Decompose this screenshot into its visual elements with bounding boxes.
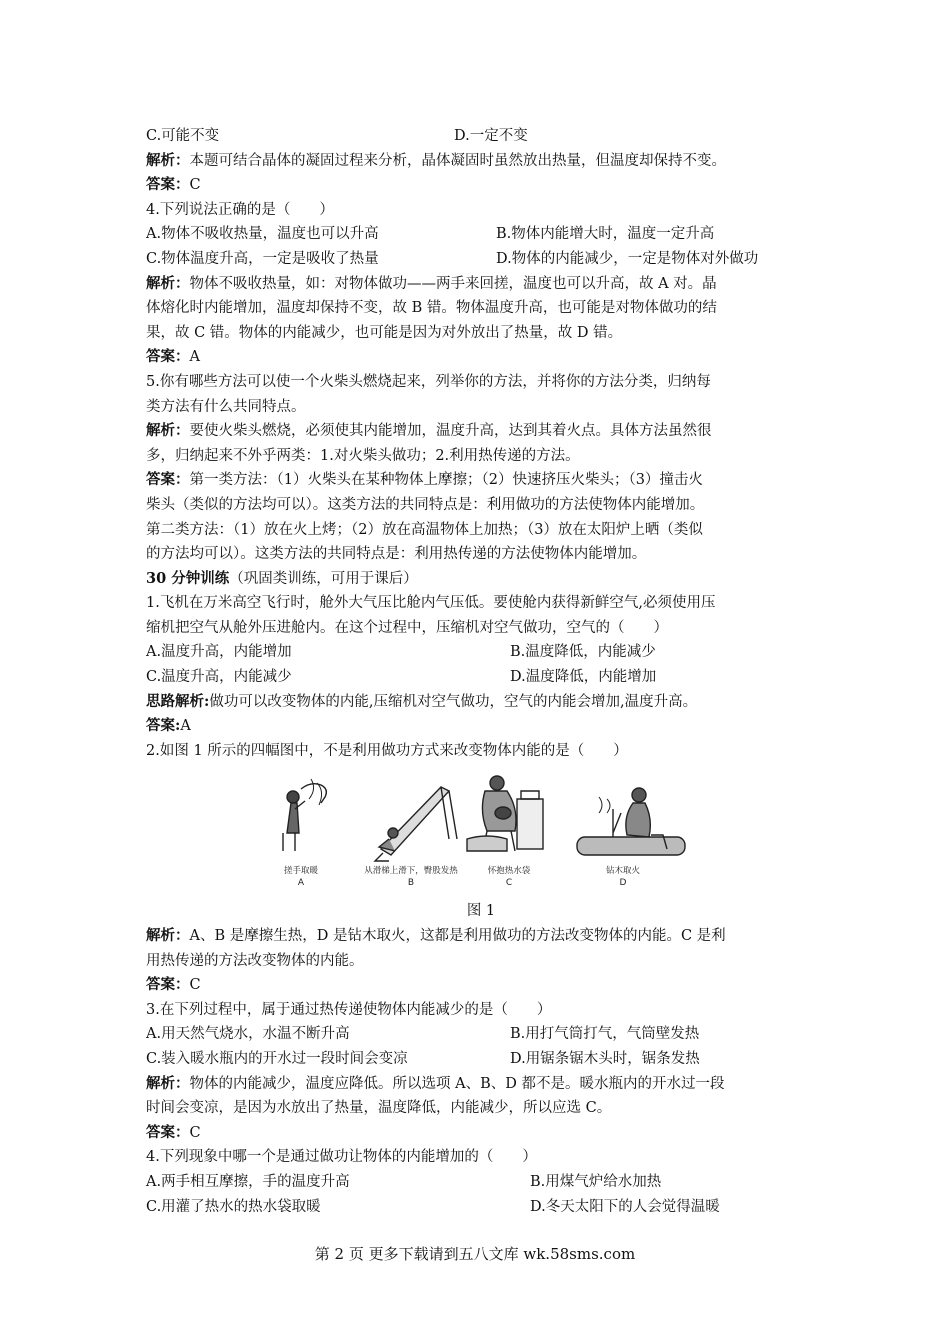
analysis-text: A、B 是摩擦生热，D 是钻木取火，这都是利用做功的方法改变物体的内能。C 是利 — [189, 928, 726, 945]
t4-stem: 4.下列现象中哪一个是通过做功让物体的内能增加的（ ） — [146, 1149, 537, 1166]
figure-1 — [146, 769, 816, 897]
analysis-text: 物体不吸收热量，如：对物体做功——两手来回搓，温度也可以升高，故 A 对。晶 — [189, 275, 717, 292]
answer-text: C — [189, 177, 201, 194]
section-title: 30 分钟训练 — [146, 569, 230, 587]
answer-label: 答案： — [146, 976, 190, 994]
t1-options-ab — [146, 640, 816, 665]
t1-options-cd — [146, 665, 816, 690]
t1-option-c: C.温度升高，内能减少 — [146, 669, 292, 686]
page-content — [146, 124, 816, 1219]
t3-stem: 3.在下列过程中，属于通过热传递使物体内能减少的是（ ） — [146, 1001, 552, 1018]
answer-text: A — [180, 718, 191, 735]
figure-panel-b-image — [375, 787, 457, 861]
figure-panel-d-image — [577, 788, 685, 855]
analysis-label: 解析： — [146, 274, 190, 292]
t1-option-d: D.温度降低，内能增加 — [510, 669, 657, 686]
q5-stem: 5.你有哪些方法可以使一个火柴头燃烧起来，列举你的方法，并将你的方法分类，归纳每 — [146, 373, 711, 390]
answer-label: 答案: — [146, 717, 181, 735]
q4-stem: 4.下列说法正确的是（ ） — [146, 201, 334, 218]
q4-option-d: D.物体的内能减少，一定是物体对外做功 — [496, 250, 759, 267]
q4-option-a: A.物体不吸收热量，温度也可以升高 — [146, 226, 379, 243]
t1-option-a: A.温度升高，内能增加 — [146, 644, 292, 661]
q3-options-cd — [146, 124, 816, 149]
answer-label: 答案： — [146, 1123, 190, 1141]
t4-options-cd — [146, 1195, 816, 1220]
figure-panel-d-caption: 钻木取火 — [605, 866, 641, 877]
q3-answer — [146, 173, 816, 198]
t1-answer — [146, 714, 816, 739]
section-header — [146, 567, 816, 592]
t3-option-d: D.用锯条锯木头时，锯条发热 — [510, 1051, 700, 1067]
analysis-label: 解析： — [146, 151, 190, 169]
t2-analysis-line2: 用热传递的方法改变物体的内能。 — [146, 952, 364, 969]
t1-stem: 1.飞机在万米高空飞行时，舱外大气压比舱内气压低。要使舱内获得新鲜空气,必须使用压 — [146, 595, 716, 612]
analysis-text: 做功可以改变物体的内能,压缩机对空气做功，空气的内能会增加,温度升高。 — [209, 693, 698, 710]
analysis-label: 思路解析: — [146, 692, 210, 710]
q4-answer — [146, 345, 816, 370]
t3-analysis — [146, 1072, 816, 1097]
t3-option-a: A.用天然气烧水，水温不断升高 — [146, 1026, 350, 1043]
q3-option-c: C.可能不变 — [146, 128, 220, 144]
q4-options-ab — [146, 222, 816, 247]
figure-panel-b-caption: 从滑梯上滑下，臀股发热 — [364, 866, 458, 877]
page-footer: 第 2 页 更多下载请到五八文库 wk.58sms.com — [314, 1245, 636, 1263]
t4-option-c: C.用灌了热水的热水袋取暖 — [146, 1198, 321, 1215]
analysis-text: 物体的内能减少，温度应降低。所以选项 A、B、D 都不是。暖水瓶内的开水过一段 — [189, 1075, 725, 1092]
t4-options-ab — [146, 1170, 816, 1195]
q5-analysis — [146, 419, 816, 444]
section-subtitle: （巩固类训练，可用于课后） — [229, 570, 418, 587]
t3-analysis-line2: 时间会变凉，是因为水放出了热量，温度降低，内能减少，所以应选 C。 — [146, 1100, 612, 1117]
t3-option-b: B.用打气筒打气，气筒壁发热 — [510, 1026, 700, 1043]
q4-analysis-line2: 体熔化时内能增加，温度却保持不变，故 B 错。物体温度升高，也可能是对物体做功的结 — [146, 300, 717, 317]
analysis-text: 本题可结合晶体的凝固过程来分析，晶体凝固时虽然放出热量，但温度却保持不变。 — [189, 152, 726, 169]
figure-panel-b-letter: B — [407, 878, 415, 889]
figure-panel-c-caption: 怀抱热水袋 — [487, 866, 531, 877]
analysis-label: 解析： — [146, 1074, 190, 1092]
q3-option-d: D.一定不变 — [454, 128, 528, 144]
t2-analysis — [146, 924, 816, 949]
t4-option-d: D.冬天太阳下的人会觉得温暖 — [530, 1198, 720, 1215]
figure-1-illustration — [271, 769, 691, 897]
t1-stem-line2: 缩机把空气从舱外压进舱内。在这个过程中，压缩机对空气做功，空气的（ ） — [146, 619, 668, 636]
t2-answer — [146, 973, 816, 998]
figure-panel-c-image — [467, 776, 543, 851]
figure-panel-c-letter: C — [505, 878, 513, 889]
answer-text: A — [189, 349, 200, 366]
q4-analysis-line3: 果，故 C 错。物体的内能减少，也可能是因为对外放出了热量，故 D 错。 — [146, 324, 623, 341]
figure-panel-a-caption: 搓手取暖 — [283, 866, 319, 877]
q4-option-b: B.物体内能增大时，温度一定升高 — [496, 226, 715, 243]
q5-stem-line2: 类方法有什么共同特点。 — [146, 398, 306, 415]
q4-options-cd — [146, 247, 816, 272]
figure-panel-a-image — [283, 779, 326, 851]
q4-option-c: C.物体温度升高，一定是吸收了热量 — [146, 250, 379, 267]
q5-answer — [146, 468, 816, 493]
figure-1-title: 图 1 — [466, 903, 496, 920]
t4-option-a: A.两手相互摩擦，手的温度升高 — [146, 1173, 350, 1190]
answer-label: 答案： — [146, 176, 190, 194]
answer-label: 答案： — [146, 471, 190, 489]
t3-option-c: C.装入暖水瓶内的开水过一段时间会变凉 — [146, 1051, 408, 1067]
q5-answer-line3: 第二类方法：（1）放在火上烤；（2）放在高温物体上加热；（3）放在太阳炉上晒（类似 — [146, 521, 703, 538]
q5-analysis-line2: 多，归纳起来不外乎两类：1.对火柴头做功；2.利用热传递的方法。 — [146, 447, 580, 464]
q4-analysis — [146, 272, 816, 297]
t3-answer — [146, 1121, 816, 1146]
figure-panel-d-letter: D — [619, 878, 627, 889]
t3-options-ab — [146, 1022, 816, 1047]
figure-panel-a-letter: A — [297, 878, 305, 889]
answer-label: 答案： — [146, 348, 190, 366]
t4-option-b: B.用煤气炉给水加热 — [530, 1173, 662, 1190]
t1-option-b: B.温度降低，内能减少 — [510, 644, 656, 661]
q3-analysis — [146, 149, 816, 174]
answer-text: 第一类方法：（1）火柴头在某种物体上摩擦；（2）快速挤压火柴头；（3）撞击火 — [189, 472, 703, 489]
q5-answer-line2: 柴头（类似的方法均可以）。这类方法的共同特点是：利用做功的方法使物体内能增加。 — [146, 496, 705, 513]
analysis-text: 要使火柴头燃烧，必须使其内能增加，温度升高，达到其着火点。具体方法虽然很 — [189, 423, 712, 440]
answer-text: C — [189, 1124, 201, 1141]
t3-options-cd — [146, 1047, 816, 1072]
analysis-label: 解析： — [146, 422, 190, 440]
q5-answer-line4: 的方法均可以）。这类方法的共同特点是：利用热传递的方法使物体内能增加。 — [146, 546, 647, 563]
analysis-label: 解析： — [146, 927, 190, 945]
answer-text: C — [189, 977, 201, 994]
t1-analysis — [146, 690, 816, 715]
t2-stem: 2.如图 1 所示的四幅图中，不是利用做功方式来改变物体内能的是（ ） — [146, 742, 628, 759]
